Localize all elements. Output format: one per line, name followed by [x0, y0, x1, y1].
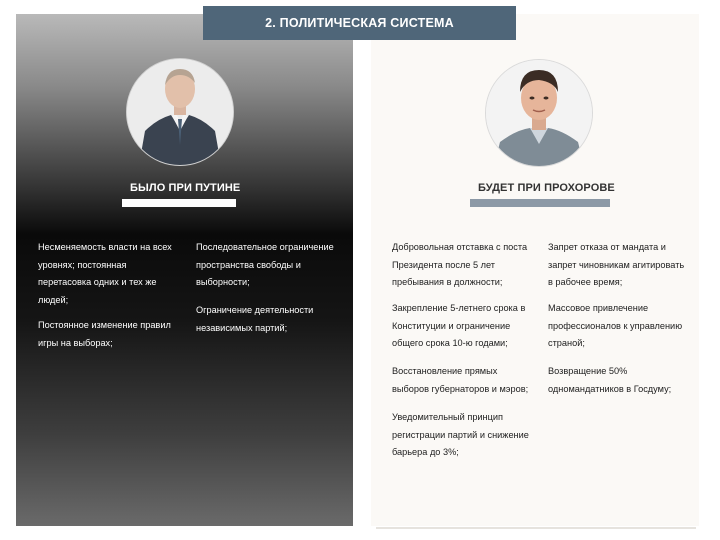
right-point: Запрет отказа от мандата и запрет чиновникам агитировать в рабочее время; — [548, 242, 685, 287]
left-point: Несменяемость власти на всех уровнях; постоянная перетасовка одних и тех же людей; — [38, 242, 172, 305]
person-portrait-icon — [485, 59, 593, 167]
left-point: Постоянное изменение правил игры на выборах; — [38, 320, 171, 348]
right-point: Добровольная отставка с поста Президента после 5 лет пребывания в должности; — [392, 242, 528, 287]
left-heading: БЫЛО ПРИ ПУТИНЕ — [130, 182, 241, 194]
right-heading-underline — [470, 199, 610, 207]
left-heading-underline — [122, 199, 236, 207]
right-point: Уведомительный принцип регистрации партий и снижение барьера до 3%; — [392, 412, 529, 457]
page-title: 2. ПОЛИТИЧЕСКАЯ СИСТЕМА — [203, 6, 516, 40]
right-panel-bottom-line — [376, 527, 696, 529]
left-point: Ограничение деятельности независимых партий; — [196, 305, 314, 333]
person-portrait-icon — [126, 58, 234, 166]
left-point: Последовательное ограничение пространства свободы и выборности; — [196, 242, 334, 287]
right-point: Возвращение 50% одномандатников в Госдуму; — [548, 366, 672, 394]
right-point: Закрепление 5-летнего срока в Конституции и ограничение общего срока 10-ю годами; — [392, 303, 526, 348]
right-point: Восстановление прямых выборов губернаторов и мэров; — [392, 366, 529, 394]
right-heading: БУДЕТ ПРИ ПРОХОРОВЕ — [478, 182, 615, 194]
right-point: Массовое привлечение профессионалов к управлению страной; — [548, 303, 683, 348]
